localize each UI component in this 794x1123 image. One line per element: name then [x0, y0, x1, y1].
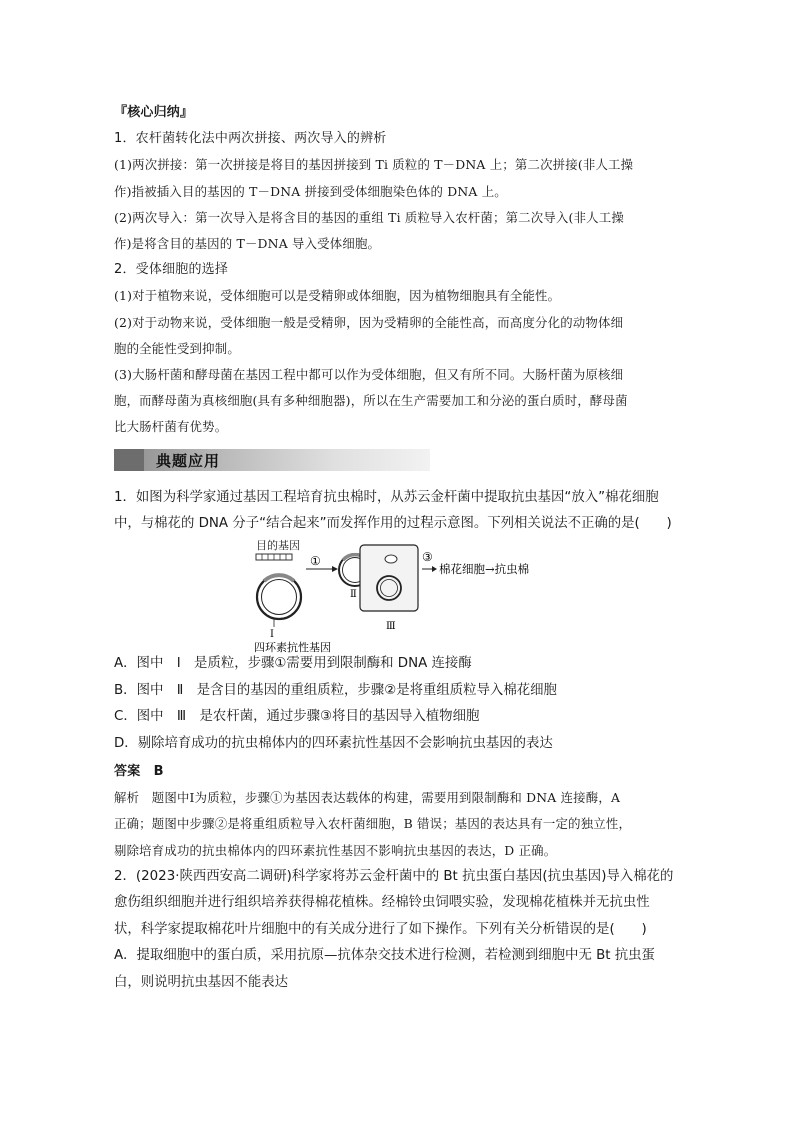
- q1-stem-a: 1．如图为科学家通过基因工程培育抗虫棉时，从苏云金杆菌中提取抗虫基因“放入”棉花细胞: [114, 489, 659, 505]
- core-p4b: 胞的全能性受到抑制。: [114, 340, 240, 356]
- section-title: 典题应用: [156, 451, 221, 470]
- core-p1b: 作)指被插入目的基因的 T－DNA 拼接到受体细胞染色体的 DNA 上。: [114, 183, 507, 199]
- label-resist-gene: 四环素抗性基因: [254, 641, 331, 655]
- step-1-label: ①: [310, 554, 321, 569]
- q1-stem-b: 中，与棉花的 DNA 分子“结合起来”而发挥作用的过程示意图。下列相关说法不正确的是( ): [114, 516, 672, 532]
- core-p5a: (3)大肠杆菌和酵母菌在基因工程中都可以作为受体细胞，但又有所不同。大肠杆菌为原核细: [114, 367, 624, 383]
- core-heading: 『核心归纳』: [114, 105, 194, 120]
- core-p1a: (1)两次拼接：第一次拼接是将目的基因拼接到 Ti 质粒的 T－DNA 上；第二次拼接(非人工操: [114, 157, 634, 173]
- step-3-label: ③: [422, 550, 433, 565]
- label-target-gene: 目的基因: [256, 539, 300, 553]
- q2-stem-a: 2．(2023·陕西西安高二调研)科学家将苏云金杆菌中的 Bt 抗虫蛋白基因(抗虫基因)导入棉花的: [114, 868, 674, 884]
- core-p3: (1)对于植物来说，受体细胞可以是受精卵或体细胞，因为植物细胞具有全能性。: [114, 288, 561, 304]
- section-title-block: [114, 449, 144, 471]
- q2-stem-c: 状，科学家提取棉花叶片细胞中的有关成分进行了如下操作。下列有关分析错误的是( ): [114, 921, 647, 937]
- q1-option-d: D．剔除培育成功的抗虫棉体内的四环素抗性基因不会影响抗虫基因的表达: [114, 735, 553, 751]
- core-p2b: 作)是将含目的基因的 T－DNA 导入受体细胞。: [114, 236, 381, 252]
- q1-explanation-a: 解析 题图中Ⅰ为质粒，步骤①为基因表达载体的构建，需要用到限制酶和 DNA 连接酶，A: [114, 790, 621, 806]
- core-p2a: (2)两次导入：第一次导入是将含目的基因的重组 Ti 质粒导入农杆菌；第二次导入(非人工操: [114, 209, 624, 225]
- core-p5c: 比大肠杆菌有优势。: [114, 419, 228, 435]
- q1-figure: [114, 539, 684, 655]
- roman-1: Ⅰ: [270, 629, 274, 641]
- end-text: 棉花细胞→抗虫棉: [439, 562, 530, 577]
- q1-explanation-b: 正确；题图中步骤②是将重组质粒导入农杆菌细胞，B 错误；基因的表达具有一定的独立性，: [114, 816, 632, 832]
- q1-option-a: A．图中 Ⅰ 是质粒，步骤①需要用到限制酶和 DNA 连接酶: [114, 656, 472, 672]
- q2-option-a-2: 白，则说明抗虫基因不能表达: [114, 974, 289, 990]
- roman-2: Ⅱ: [350, 589, 357, 601]
- core-title-1: 1．农杆菌转化法中两次拼接、两次导入的辨析: [114, 131, 387, 147]
- agrobacterium-3: [360, 545, 418, 611]
- core-title-2: 2．受体细胞的选择: [114, 262, 229, 278]
- q1-diagram: [114, 539, 684, 655]
- roman-3: Ⅲ: [386, 621, 396, 633]
- section-title-bar: [114, 449, 430, 471]
- q1-answer: 答案 B: [114, 764, 164, 780]
- q1-explanation-c: 剔除培育成功的抗虫棉体内的四环素抗性基因不影响抗虫基因的表达，D 正确。: [114, 842, 557, 858]
- q2-stem-b: 愈伤组织细胞并进行组织培养获得棉花植株。经棉铃虫饲喂实验，发现棉花植株并无抗虫性: [114, 895, 650, 911]
- page-content: [114, 100, 684, 996]
- q2-option-a-1: A．提取细胞中的蛋白质，采用抗原—抗体杂交技术进行检测，若检测到细胞中无 Bt 抗虫蛋: [114, 948, 655, 964]
- core-p4a: (2)对于动物来说，受体细胞一般是受精卵，因为受精卵的全能性高，而高度分化的动物体细: [114, 314, 624, 330]
- plasmid-1: [257, 575, 301, 627]
- q1-option-b: B．图中 Ⅱ 是含目的基因的重组质粒，步骤②是将重组质粒导入棉花细胞: [114, 682, 557, 698]
- core-p5b: 胞，而酵母菌为真核细胞(具有多种细胞器)，所以在生产需要加工和分泌的蛋白质时，酵母菌: [114, 393, 628, 409]
- q1-option-c: C．图中 Ⅲ 是农杆菌，通过步骤③将目的基因导入植物细胞: [114, 709, 480, 725]
